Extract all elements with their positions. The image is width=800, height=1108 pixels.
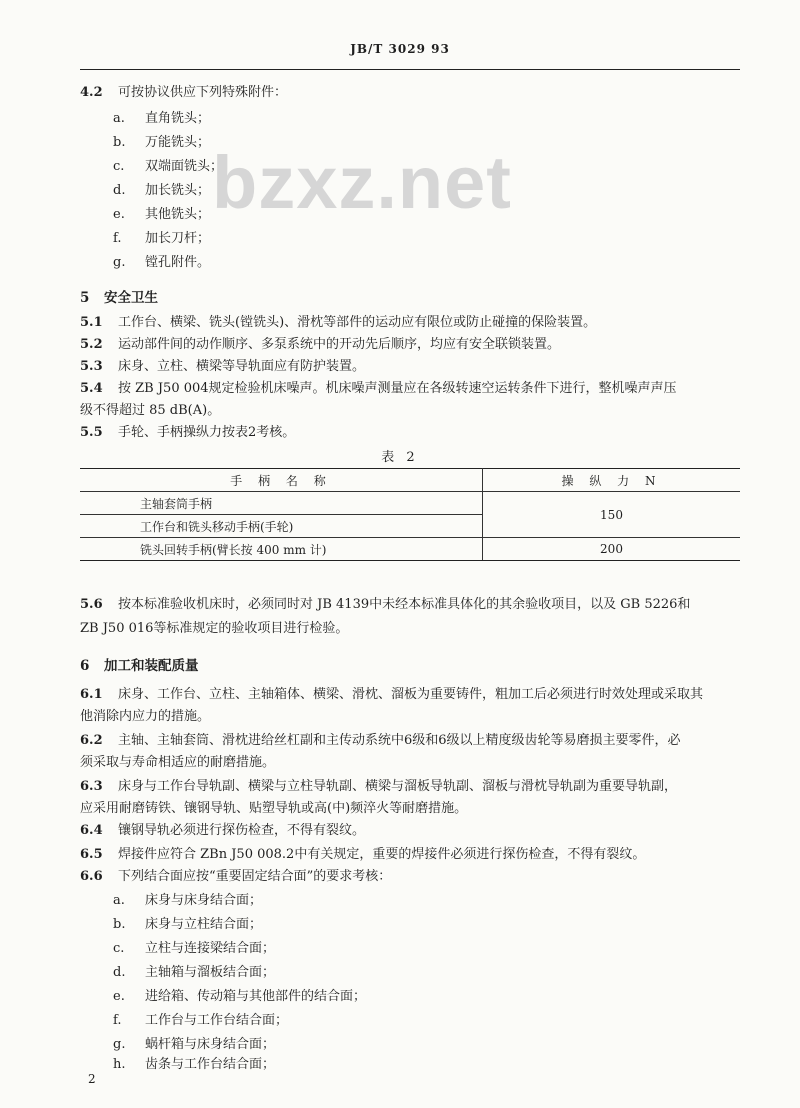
clause-5-5: 5.5 手轮、手柄操纵力按表2考核。 xyxy=(80,425,296,440)
list-item: d. 主轴箱与溜板结合面； xyxy=(113,965,276,980)
clause-6-1-cont: 他消除内应力的措施。 xyxy=(80,709,211,724)
section-title-6: 6 加工和装配质量 xyxy=(80,658,199,674)
clause-6-1: 6.1 床身、工作台、立柱、主轴箱体、横梁、滑枕、溜板为重要铸件，粗加工后必须进行时效处理或采取其 xyxy=(80,687,704,702)
page-header: JB/T 3029 93 xyxy=(350,42,450,56)
clause-number: 4.2 xyxy=(80,85,103,100)
table-row: 工作台和铣头移动手柄(手轮) xyxy=(80,515,740,538)
clause-5-4-cont: 级不得超过 85 dB(A)。 xyxy=(80,403,221,418)
list-item: g. 蜗杆箱与床身结合面； xyxy=(113,1037,276,1052)
clause-6-2: 6.2 主轴、主轴套筒、滑枕进给丝杠副和主传动系统中6级和6级以上精度级齿轮等易磨损主要零件，必 xyxy=(80,733,681,748)
table-caption: 表 2 xyxy=(381,450,419,465)
list-item: a. 直角铣头； xyxy=(113,111,211,126)
list-item: b. 万能铣头； xyxy=(113,135,211,150)
clause-5-3: 5.3 床身、立柱、横梁等导轨面应有防护装置。 xyxy=(80,359,366,374)
clause-4-2 xyxy=(80,84,287,102)
list-item: b. 床身与立柱结合面； xyxy=(113,917,263,932)
clause-6-2-cont: 须采取与寿命相适应的耐磨措施。 xyxy=(80,755,276,770)
header-rule xyxy=(80,69,740,70)
section-title-5: 5 安全卫生 xyxy=(80,290,158,306)
list-item: e. 其他铣头； xyxy=(113,207,211,222)
header-operating-force: 操 纵 力 N xyxy=(483,469,741,492)
clause-6-5: 6.5 焊接件应符合 ZBn J50 008.2中有关规定，重要的焊接件必须进行探伤检查，不得有裂纹。 xyxy=(80,847,646,862)
clause-text: 可按协议供应下列特殊附件： xyxy=(118,85,288,100)
list-item: a. 床身与床身结合面； xyxy=(113,893,263,908)
clause-6-6: 6.6 下列结合面应按“重要固定结合面”的要求考核： xyxy=(80,869,392,884)
clause-5-1: 5.1 工作台、横梁、铣头(镗铣头)、滑枕等部件的运动应有限位或防止碰撞的保险装置。 xyxy=(80,315,597,330)
list-item: e. 进给箱、传动箱与其他部件的结合面； xyxy=(113,989,367,1004)
list-item: f. 加长刀杆； xyxy=(113,231,211,246)
list-item: c. 双端面铣头； xyxy=(113,159,224,174)
table-row: 主轴套筒手柄 150 xyxy=(80,492,740,515)
clause-5-6: 5.6 按本标准验收机床时，必须同时对 JB 4139中未经本标准具体化的其余验收项目，以及 GB 5226和 xyxy=(80,597,691,612)
clause-6-4: 6.4 镶钢导轨必须进行探伤检查，不得有裂纹。 xyxy=(80,823,366,838)
list-item: f. 工作台与工作台结合面； xyxy=(113,1013,289,1028)
table-row: 铣头回转手柄(臂长按 400 mm 计) 200 xyxy=(80,538,740,561)
list-item: d. 加长铣头； xyxy=(113,183,211,198)
list-item: c. 立柱与连接梁结合面； xyxy=(113,941,276,956)
list-item: g. 镗孔附件。 xyxy=(113,255,211,270)
clause-6-3-cont: 应采用耐磨铸铁、镶钢导轨、贴塑导轨或高(中)频淬火等耐磨措施。 xyxy=(80,801,468,816)
header-handle-name: 手 柄 名 称 xyxy=(80,469,483,492)
table-header-row xyxy=(80,469,740,492)
operating-force-table xyxy=(80,468,740,561)
watermark: bzxz.net xyxy=(212,141,512,224)
page-number: 2 xyxy=(88,1072,96,1086)
clause-6-3: 6.3 床身与工作台导轨副、横梁与立柱导轨副、横梁与溜板导轨副、溜板与滑枕导轨副为重要导轨副， xyxy=(80,779,678,794)
clause-5-4: 5.4 按 ZB J50 004规定检验机床噪声。机床噪声测量应在各级转速空运转条件下进行，整机噪声声压 xyxy=(80,381,677,396)
list-item: h. 齿条与工作台结合面； xyxy=(113,1057,276,1072)
clause-5-6-cont: ZB J50 016等标准规定的验收项目进行检验。 xyxy=(80,621,349,636)
clause-5-2: 5.2 运动部件间的动作顺序、多泵系统中的开动先后顺序，均应有安全联锁装置。 xyxy=(80,337,561,352)
